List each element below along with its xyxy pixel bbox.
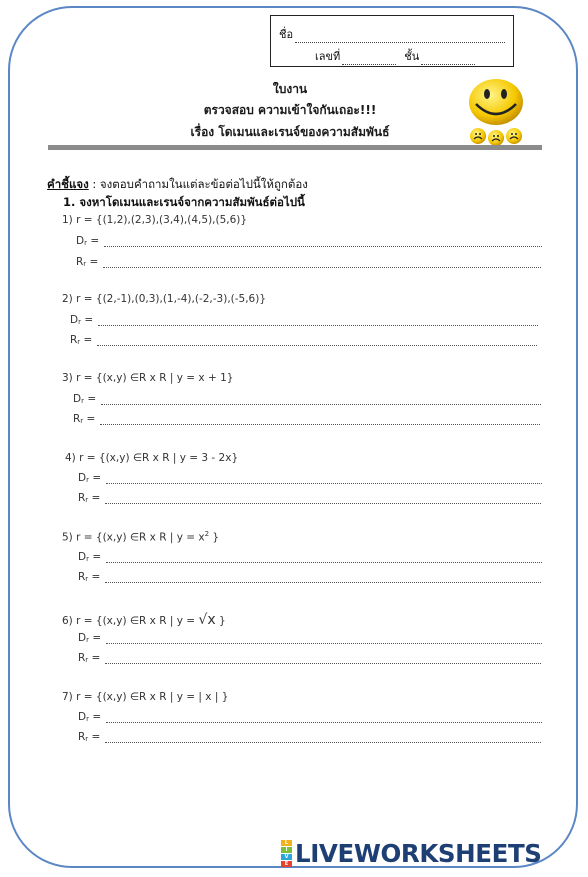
question-7: 7) r = {(x,y) ∈R x R | y = | x | } — [62, 691, 229, 703]
range-answer-5: R r = — [78, 571, 541, 583]
range-input-6[interactable] — [105, 655, 541, 664]
domain-answer-2: D r = — [70, 314, 538, 326]
range-answer-6: R r = — [78, 652, 541, 664]
domain-input-2[interactable] — [98, 317, 538, 326]
range-input-7[interactable] — [105, 734, 541, 743]
question-5: 5) r = {(x,y) ∈R x R | $y = x^2$ } — [62, 530, 220, 544]
domain-input-4[interactable] — [106, 475, 542, 484]
range-answer-4: R r = — [78, 492, 541, 504]
number-label: เลขที่ — [315, 50, 341, 63]
range-answer-7: R r = — [78, 731, 541, 743]
worksheet-title: ใบงาน — [272, 82, 308, 96]
worksheet-topic: เรื่อง โดเมนและเรนจ์ของความสัมพันธ์ — [190, 125, 390, 139]
name-field[interactable] — [295, 32, 505, 43]
student-info-box — [270, 15, 514, 67]
question-6: 6) r = {(x,y) ∈R x R | y = √x } — [62, 612, 226, 628]
question-2: 2) r = {(2,-1),(0,3),(1,-4),(-2,-3),(-5,6)} — [62, 293, 267, 305]
question-4: 4) r = {(x,y) ∈R x R | y = 3 - 2x} — [65, 452, 239, 464]
domain-answer-7: D r = — [78, 711, 542, 723]
range-answer-3: R r = — [73, 413, 540, 425]
question-1: 1) r = {(1,2),(2,3),(3,4),(4,5),(5,6)} — [62, 214, 248, 226]
liveworksheets-logo[interactable] — [281, 838, 542, 868]
smiley-icon — [466, 78, 526, 148]
range-input-2[interactable] — [97, 337, 537, 346]
logo-mark-icon: L I V E — [281, 840, 292, 867]
instructions — [47, 176, 308, 194]
domain-answer-1: D r = — [76, 235, 542, 247]
domain-input-6[interactable] — [106, 635, 542, 644]
domain-answer-3: D r = — [73, 393, 541, 405]
name-label: ชื่อ — [279, 28, 294, 41]
range-input-3[interactable] — [100, 416, 540, 425]
domain-input-5[interactable] — [106, 554, 542, 563]
range-input-5[interactable] — [105, 574, 541, 583]
worksheet-subtitle: ตรวจสอบ ความเข้าใจกันเถอะ!!! — [203, 103, 377, 117]
range-input-4[interactable] — [105, 495, 541, 504]
number-field[interactable] — [342, 54, 396, 65]
domain-input-7[interactable] — [106, 714, 542, 723]
domain-input-3[interactable] — [101, 396, 541, 405]
logo-text: LIVEWORKSHEETS — [295, 838, 542, 868]
domain-input-1[interactable] — [104, 238, 542, 247]
section-heading: 1. จงหาโดเมนและเรนจ์จากความสัมพันธ์ต่อไปนี้ — [63, 195, 305, 209]
domain-answer-4: D r = — [78, 472, 542, 484]
square-root-symbol: √x — [198, 612, 216, 628]
header-divider — [48, 145, 542, 150]
class-field[interactable] — [421, 54, 475, 65]
range-answer-2: R r = — [70, 334, 537, 346]
instructions-label: คำชี้แจง — [47, 177, 89, 191]
domain-answer-5: D r = — [78, 551, 542, 563]
domain-answer-6: D r = — [78, 632, 542, 644]
class-label: ชั้น — [404, 50, 420, 63]
instructions-text: : จงตอบคำถามในแต่ละข้อต่อไปนี้ให้ถูกต้อง — [88, 177, 308, 191]
question-3: 3) r = {(x,y) ∈R x R | y = x + 1} — [62, 372, 234, 384]
range-input-1[interactable] — [103, 259, 541, 268]
range-answer-1: R r = — [76, 256, 541, 268]
